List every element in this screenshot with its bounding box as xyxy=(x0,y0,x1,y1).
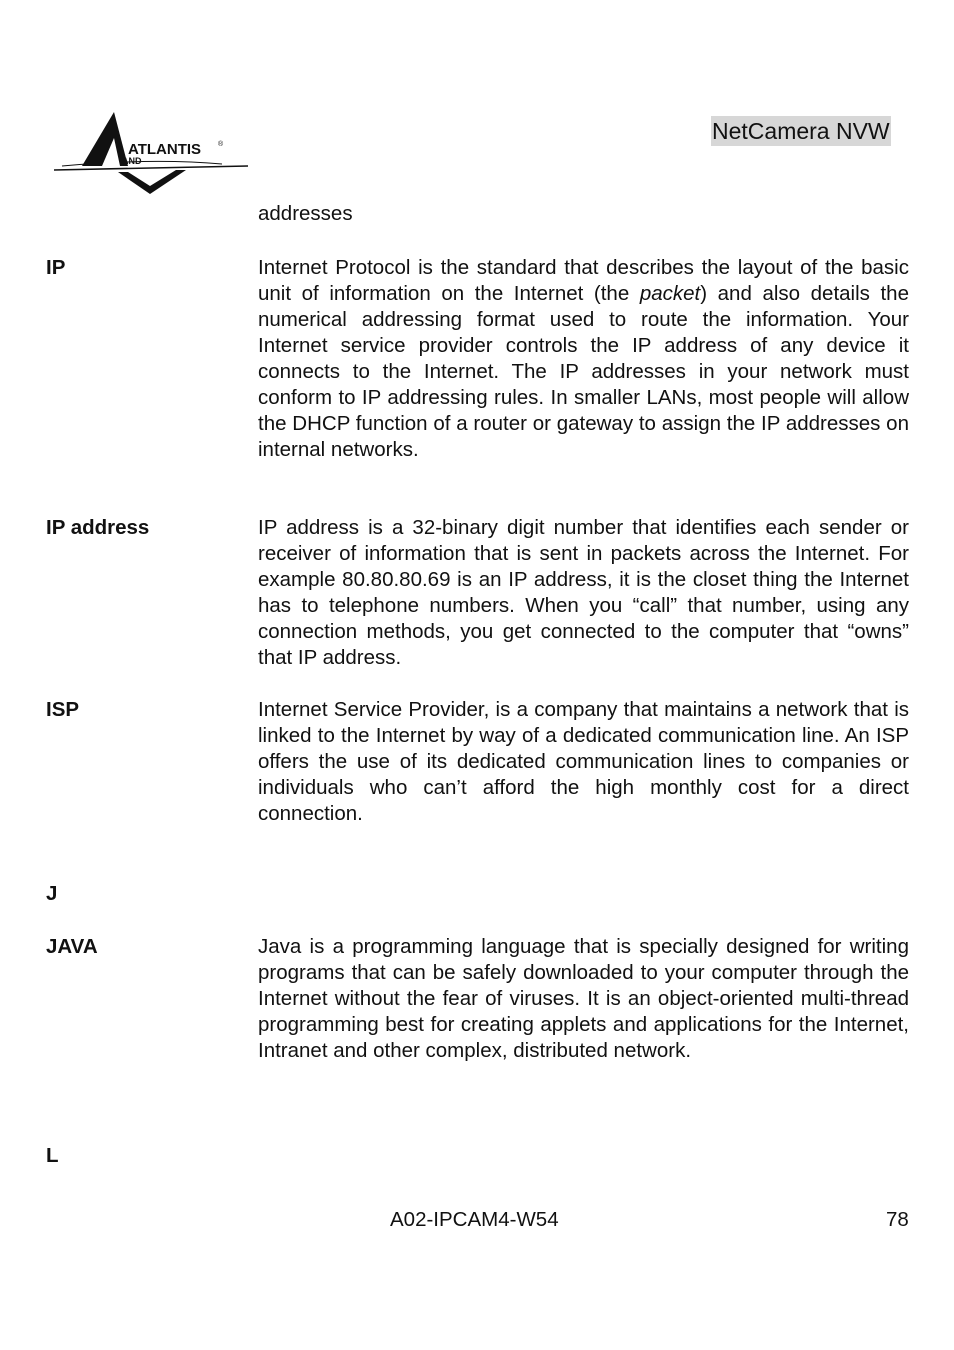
section-letter-j: J xyxy=(46,882,58,905)
footer-model-code: A02-IPCAM4-W54 xyxy=(390,1208,559,1231)
term-ip-address: IP address xyxy=(46,516,150,539)
header-title: NetCamera NVW xyxy=(712,118,890,144)
continuation-text: addresses xyxy=(258,202,353,225)
term-ip: IP xyxy=(46,256,66,279)
atlantis-land-logo xyxy=(52,108,252,200)
definition-isp: Internet Service Provider, is a company that maintains a network that is linked to the Internet by way of a dedicated communication line. An ISP offers the use of its dedicated communication lines to companies or individuals who can’t afford the high monthly cost for a direct connection. xyxy=(258,698,909,825)
definition-ip xyxy=(258,255,909,463)
logo-wordmark: ATLANTIS xyxy=(128,141,202,158)
section-letter-l: L xyxy=(46,1144,59,1167)
term-java: JAVA xyxy=(46,935,98,958)
page-number: 78 xyxy=(886,1208,909,1231)
definition-ip-emphasis: packet xyxy=(639,282,701,305)
term-isp: ISP xyxy=(46,698,80,721)
logo-subword: AND xyxy=(122,156,142,166)
definition-ip-part-1: Internet Protocol is the standard that describes the layout of the basic unit of information on the Internet (the xyxy=(258,256,909,305)
definition-ip-address: IP address is a 32-binary digit number that identifies each sender or receiver of information that is sent in packets across the Internet. For example 80.80.80.69 is an IP address, it is the closet thing the Internet has to telephone numbers. When you “call” that number, using any connection methods, you get connected to the computer that “owns” that IP address. xyxy=(258,516,909,669)
definition-ip-part-3: ) and also details the numerical addressing format used to route the information. Your Internet service provider controls the IP address of any device it connects to the Internet. The IP addresses in your network must conform to IP addressing rules. In smaller LANs, most people will allow the DHCP function of a router or gateway to assign the IP addresses on internal networks. xyxy=(258,282,909,461)
definition-java: Java is a programming language that is specially designed for writing programs that can be safely downloaded to your computer through the Internet without the fear of viruses. It is an object-oriented multi-thread programming best for creating applets and applications for the Internet, Intranet and other complex, distributed network. xyxy=(258,935,909,1062)
logo-registered-mark: ® xyxy=(218,141,224,148)
